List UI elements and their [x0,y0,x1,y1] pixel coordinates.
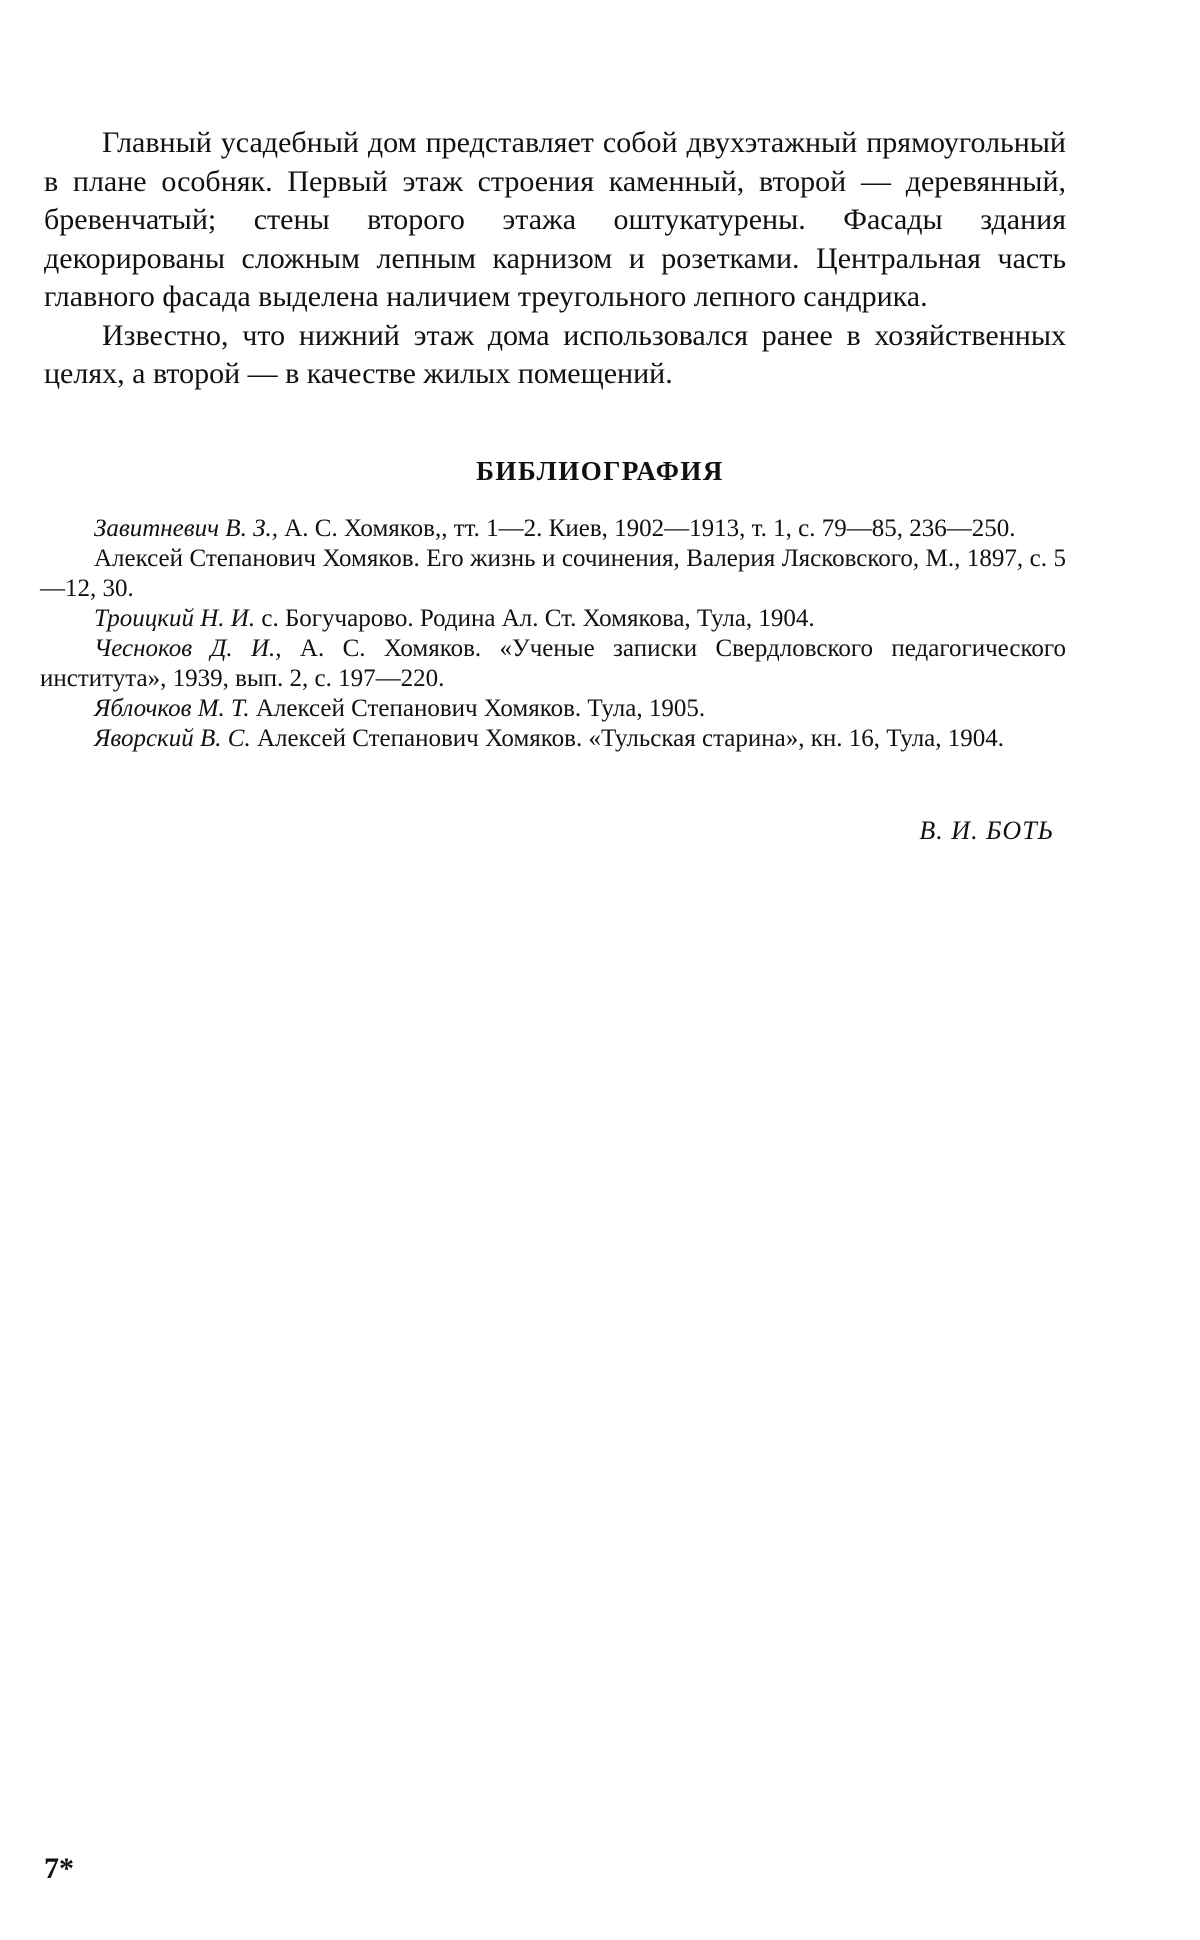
bibliography-text: Алексей Степанович Хомяков. «Тульская старина», кн. 16, Тула, 1904. [250,725,1005,752]
body-paragraph-2: Известно, что нижний этаж дома использовался ранее в хозяйственных целях, а второй — в качестве жилых помещений. [44,318,1066,390]
bibliography-entry [40,604,1066,634]
bibliography-text: Алексей Степанович Хомяков. Тула, 1905. [249,695,706,722]
bibliography-author: Чесноков Д. И., [94,635,282,662]
bibliography-text: с. Богучарово. Родина Ал. Ст. Хомякова, Тула, 1904. [255,605,815,632]
bibliography-text: А. С. Хомяков,, тт. 1—2. Киев, 1902—1913, т. 1, с. 79—85, 236—250. [277,515,1016,542]
body-text [44,124,1066,394]
page-signature-mark: 7* [44,1852,74,1885]
bibliography-text: А. С. Хомяков. «Ученые записки Свердловского педагогического института», 1939, вып. 2, с. 197—220. [40,635,1066,692]
body-paragraph-1: Главный усадебный дом представляет собой двухэтажный прямоугольный в плане особняк. Первый этаж строения каменный, второй — деревянный, бревенчатый; стены второго этажа оштукатурены. Фасады здания декорированы сложным лепным карнизом и розетками. Центральная часть главного фасада выделена наличием треугольного лепного сандрика. [44,126,1066,313]
bibliography-entry [40,694,1066,724]
bibliography-heading: БИБЛИОГРАФИЯ [476,456,724,486]
bibliography-entry [40,724,1066,754]
bibliography-entry [40,544,1066,604]
bibliography-author: Яблочков М. Т. [94,695,250,722]
bibliography-author: Завитневич В. З., [94,515,278,542]
author-signature: В. И. БОТЬ [919,816,1054,845]
bibliography-entry [40,514,1066,544]
bibliography-text: Алексей Степанович Хомяков. Его жизнь и сочинения, Валерия Лясковского, М., 1897, с. 5—12, 30. [40,545,1066,602]
bibliography-list [40,514,1066,754]
bibliography-author: Троицкий Н. И. [94,605,256,632]
bibliography-entry [40,634,1066,694]
bibliography-author: Яворский В. С. [94,725,251,752]
